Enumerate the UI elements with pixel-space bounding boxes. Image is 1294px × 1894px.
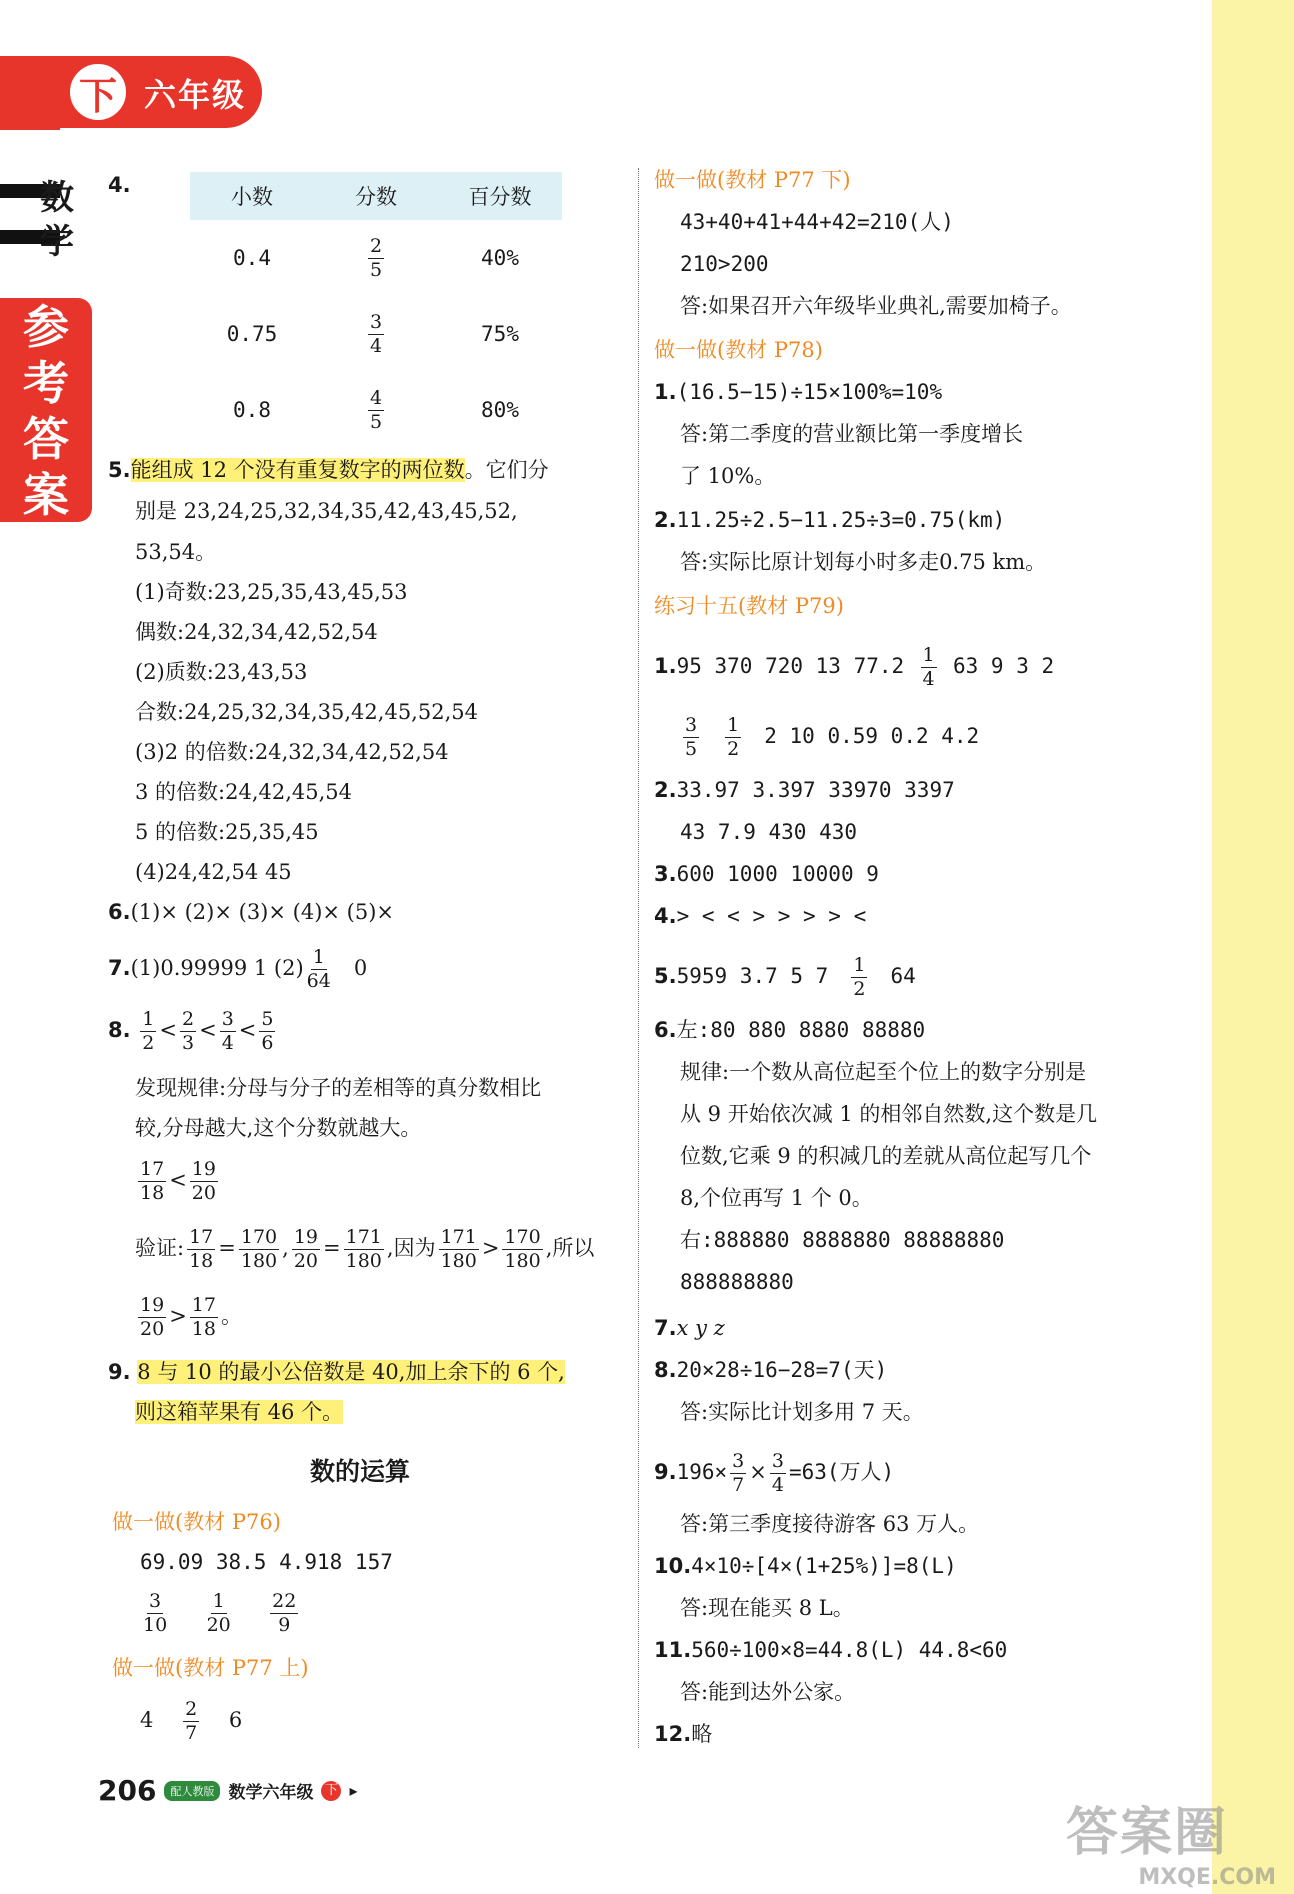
answer-line: 6.左:80 880 8880 88880	[654, 1018, 926, 1042]
answer-line: 9.196× $\frac{3}{7}$ × $\frac{3}{4}$ =63(万人)	[654, 1450, 895, 1496]
column-divider	[638, 168, 639, 1748]
page-number: 206	[98, 1774, 157, 1807]
highlighted-text: 8 与 10 的最小公倍数是 40,加上余下的 6 个,	[137, 1360, 565, 1384]
q6-line: 6.(1)× (2)× (3)× (4)× (5)×	[108, 900, 395, 924]
answer-line: 10.4×10÷[4×(1+25%)]=8(L)	[654, 1554, 957, 1578]
exercise-heading: 做一做(教材 P77 上)	[112, 1656, 309, 1680]
q5-line: 偶数:24,32,34,42,52,54	[135, 620, 378, 644]
answer-line: 右:888880 8888880 88888880	[680, 1228, 1005, 1252]
q5-line: 合数:24,25,32,34,35,42,45,52,54	[135, 700, 478, 724]
table-header: 小数	[190, 172, 314, 220]
answer-line: 位数,它乘 9 的积减几的差就从高位起写几个	[680, 1144, 1092, 1168]
q8-fraction-chain: 8. $\frac{1}{2}$ < $\frac{2}{3}$ < $\frac{3}{4}$ < $\frac{5}{6}$	[108, 1008, 274, 1054]
q8-rule: 发现规律:分母与分子的差相等的真分数相比	[135, 1076, 542, 1100]
answer-line: 43 7.9 430 430	[680, 820, 858, 844]
answers-char: 参	[23, 300, 69, 354]
q5-line: (3)2 的倍数:24,32,34,42,52,54	[135, 740, 449, 764]
q5-line: 5.能组成 12 个没有重复数字的两位数。它们分	[108, 458, 549, 482]
grade-tab	[0, 56, 262, 128]
q5-line: 3 的倍数:24,42,45,54	[135, 780, 353, 804]
answer-line: 2.11.25÷2.5−11.25÷3=0.75(km)	[654, 508, 1006, 532]
table-row	[190, 296, 562, 372]
q5-line: (2)质数:23,43,53	[135, 660, 308, 684]
arrow-icon: ▸	[349, 1781, 358, 1800]
fraction-cell: $\frac{3}{4}$	[369, 310, 383, 357]
header-rule	[0, 124, 60, 130]
q7-line: 7.(1)0.99999 1 (2) $\frac{1}{64}$ 0	[108, 946, 368, 992]
exercise-heading: 做一做(教材 P76)	[112, 1510, 281, 1534]
grade-label: 六年级	[144, 76, 247, 114]
q9-line: 9. 8 与 10 的最小公倍数是 40,加上余下的 6 个,	[108, 1360, 565, 1384]
answer-fractions: $\frac{3}{10}$ $\frac{1}{20}$ $\frac{22}{9}$	[143, 1590, 297, 1636]
answer-line: 答:实际比计划多用 7 天。	[680, 1400, 924, 1424]
q9-line	[135, 1402, 343, 1423]
watermark	[1066, 1790, 1276, 1890]
table-row	[190, 220, 562, 296]
answer-line: 从 9 开始依次减 1 的相邻自然数,这个数是几	[680, 1102, 1098, 1126]
answer-line: 12.略	[654, 1722, 713, 1746]
answer-line: 888888880	[680, 1270, 794, 1294]
watermark-url: MXQE.COM	[1138, 1865, 1276, 1890]
watermark-text: 答案圈	[1066, 1803, 1229, 1863]
q5-line: 5 的倍数:25,35,45	[135, 820, 319, 844]
answers-tab	[0, 298, 92, 522]
answer-line: 2.33.97 3.397 33970 3397	[654, 778, 955, 802]
answers-char: 案	[23, 468, 69, 522]
answer-line: 69.09 38.5 4.918 157	[140, 1550, 393, 1574]
answer-line: 4 $\frac{2}{7}$ 6	[140, 1698, 243, 1744]
table-header-row	[190, 172, 562, 220]
volume-icon: 下	[321, 1781, 341, 1801]
answer-line: 了 10%。	[680, 464, 776, 488]
percent-cell: 40%	[481, 246, 519, 270]
table-row	[190, 372, 562, 448]
fraction-cell: $\frac{4}{5}$	[369, 386, 383, 433]
q5-line: (4)24,42,54 45	[135, 860, 292, 884]
answer-line: $\frac{3}{5}$ $\frac{1}{2}$ 2 10 0.59 0.2 4.2	[685, 714, 980, 760]
q8-compare: $\frac{17}{18}$ < $\frac{19}{20}$	[140, 1158, 216, 1204]
q5-line: 53,54。	[135, 540, 217, 564]
exercise-heading: 练习十五(教材 P79)	[654, 594, 844, 618]
page-footer	[98, 1774, 357, 1807]
decimal-cell: 0.8	[233, 398, 271, 422]
fraction-cell: $\frac{2}{5}$	[369, 234, 383, 281]
highlighted-text: 则这箱苹果有 46 个。	[135, 1400, 344, 1424]
answer-line: 答:现在能买 8 L。	[680, 1596, 854, 1620]
q4-number: 4.	[108, 173, 131, 197]
exercise-heading: 做一做(教材 P78)	[654, 338, 823, 362]
answer-line: 8.20×28÷16−28=7(天)	[654, 1358, 888, 1382]
section-title: 数的运算	[310, 1457, 411, 1486]
exercise-heading: 做一做(教材 P77 下)	[654, 168, 851, 192]
margin-strip	[1212, 0, 1294, 1894]
answer-line: 答:能到达外公家。	[680, 1680, 856, 1704]
answer-line: 1.95 370 720 13 77.2 $\frac{1}{4}$ 63 9 3 2	[654, 644, 1055, 690]
answer-line: 210>200	[680, 252, 769, 276]
answer-line: 11.560÷100×8=44.8(L) 44.8<60	[654, 1638, 1008, 1662]
subject-char: 学	[40, 222, 74, 262]
decimal-cell: 0.75	[226, 322, 278, 346]
answer-line: 答:实际比原计划每小时多走0.75 km。	[680, 550, 1047, 574]
q8-conclusion: $\frac{19}{20}$ > $\frac{17}{18}$ 。	[140, 1294, 242, 1340]
answer-line: 8,个位再写 1 个 0。	[680, 1186, 873, 1210]
highlighted-text: 能组成 12 个没有重复数字的两位数	[130, 458, 465, 482]
percent-cell: 75%	[481, 322, 519, 346]
q5-line: (1)奇数:23,25,35,43,45,53	[135, 580, 408, 604]
table-header: 百分数	[438, 172, 562, 220]
q5-line: 别是 23,24,25,32,34,35,42,43,45,52,	[135, 499, 518, 523]
table-header: 分数	[314, 172, 438, 220]
subject-char: 数	[40, 178, 74, 218]
answer-line: 答:第三季度接待游客 63 万人。	[680, 1512, 980, 1536]
answer-line: 答:如果召开六年级毕业典礼,需要加椅子。	[680, 294, 1072, 318]
edition-badge: 配人教版	[164, 1781, 220, 1801]
answers-char: 答	[23, 412, 69, 466]
q8-rule: 较,分母越大,这个分数就越大。	[135, 1116, 422, 1140]
footer-title: 数学六年级	[228, 1783, 314, 1803]
answers-char: 考	[23, 356, 69, 410]
answer-line: 3.600 1000 10000 9	[654, 862, 879, 886]
percent-cell: 80%	[481, 398, 519, 422]
answer-line: 答:第二季度的营业额比第一季度增长	[680, 422, 1024, 446]
answer-line: 7.x y z	[654, 1316, 725, 1340]
decimal-cell: 0.4	[233, 246, 271, 270]
answer-line: 4.> < < > > > > <	[654, 904, 867, 928]
volume-badge: 下	[66, 60, 130, 124]
q8-verify: 验证: $\frac{17}{18}$ = $\frac{170}{180}$ , $\frac{19}{20}$ = $\frac{171}{180}$ ,因为 $\frac{171}{180}$ > $\frac{170}{180}$ ,所以	[135, 1226, 595, 1272]
answer-line: 5.5959 3.7 5 7 $\frac{1}{2}$ 64	[654, 954, 916, 1000]
decimal-fraction-table	[190, 172, 562, 448]
answer-line: 1.(16.5−15)÷15×100%=10%	[654, 380, 943, 404]
subject-tag	[0, 170, 90, 262]
answer-line: 43+40+41+44+42=210(人)	[680, 210, 954, 234]
answer-line: 规律:一个数从高位起至个位上的数字分别是	[680, 1060, 1087, 1084]
